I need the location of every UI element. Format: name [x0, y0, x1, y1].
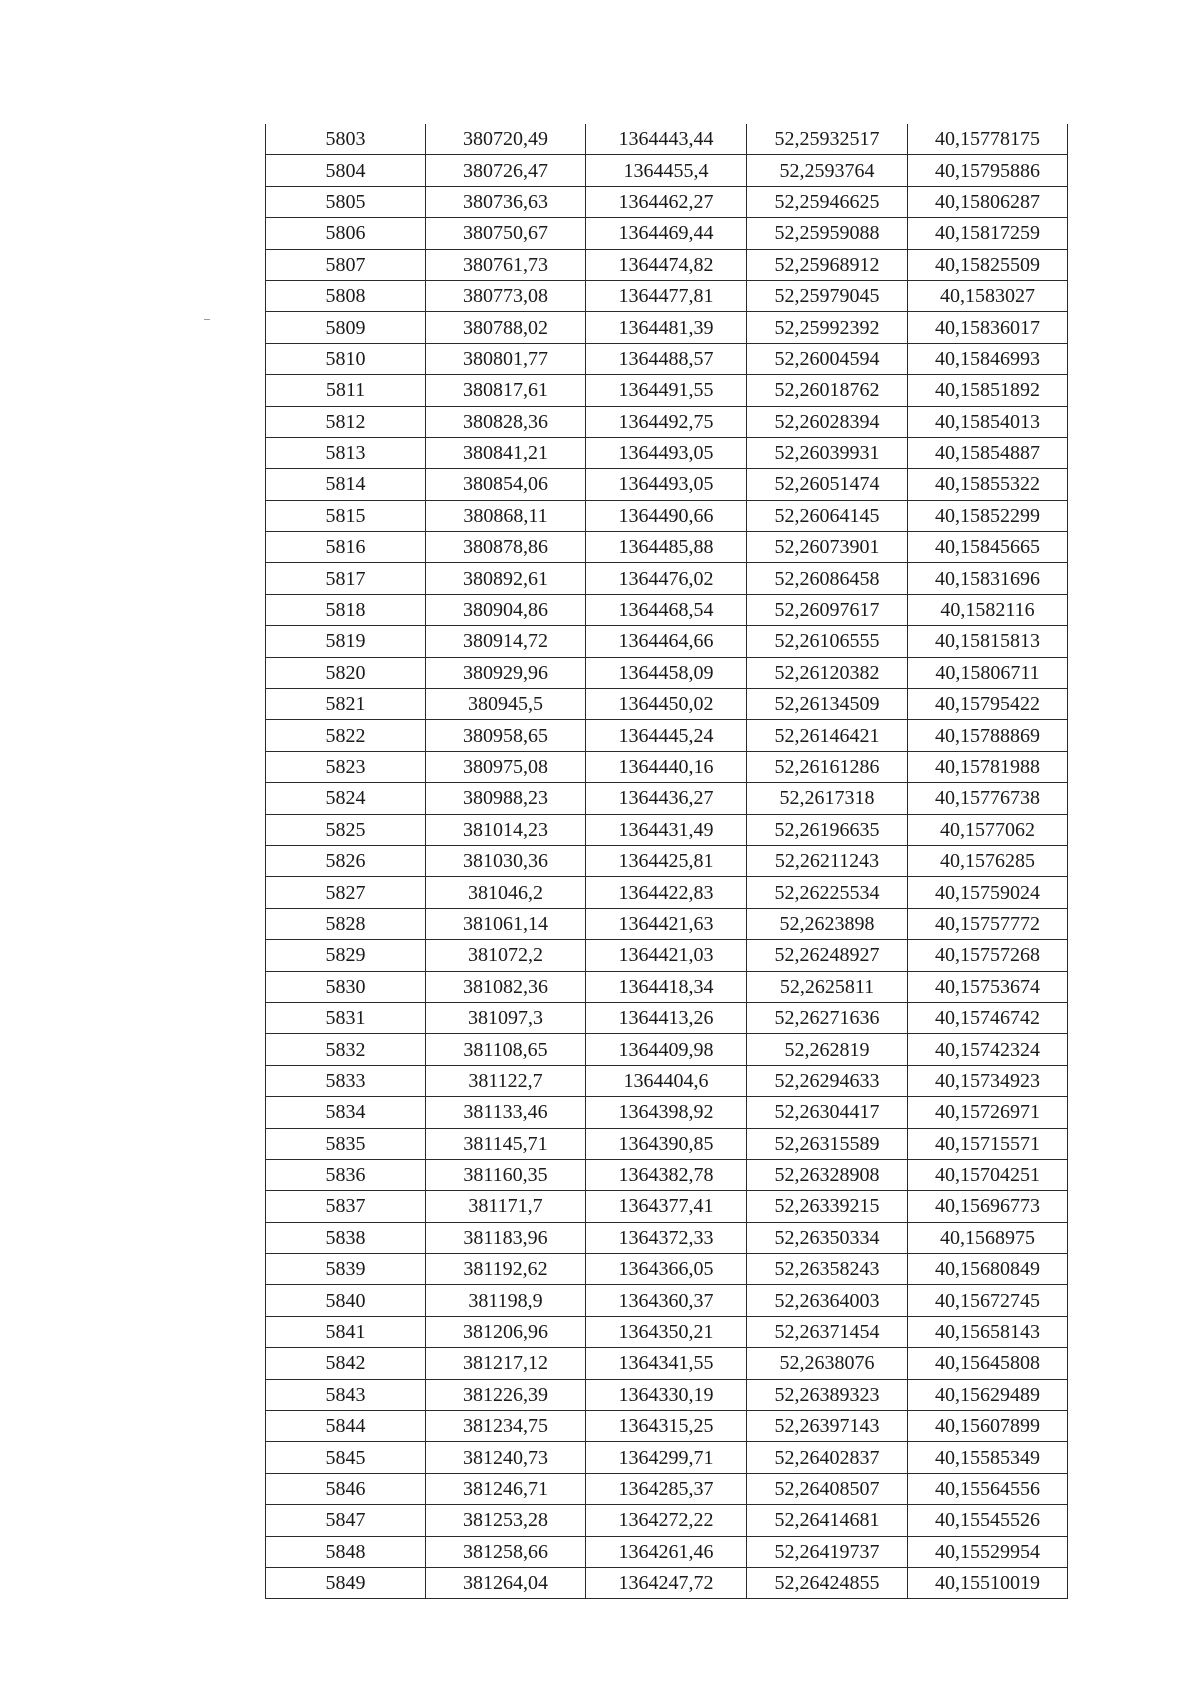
longitude-cell: 40,15854887	[908, 437, 1068, 468]
latitude-cell: 52,26294633	[747, 1065, 908, 1096]
longitude-cell: 40,15795886	[908, 155, 1068, 186]
x-coordinate-cell: 381258,66	[426, 1536, 586, 1567]
table-row	[266, 437, 1068, 468]
point-number-cell: 5814	[266, 469, 426, 500]
table-row	[266, 1473, 1068, 1504]
latitude-cell: 52,26304417	[747, 1097, 908, 1128]
longitude-cell: 40,15846993	[908, 343, 1068, 374]
y-coordinate-cell: 1364413,26	[586, 1002, 747, 1033]
point-number-cell: 5819	[266, 626, 426, 657]
latitude-cell: 52,26248927	[747, 940, 908, 971]
point-number-cell: 5835	[266, 1128, 426, 1159]
point-number-cell: 5849	[266, 1567, 426, 1598]
point-number-cell: 5823	[266, 751, 426, 782]
latitude-cell: 52,2617318	[747, 783, 908, 814]
y-coordinate-cell: 1364341,55	[586, 1348, 747, 1379]
y-coordinate-cell: 1364421,63	[586, 908, 747, 939]
y-coordinate-cell: 1364485,88	[586, 532, 747, 563]
longitude-cell: 40,1583027	[908, 280, 1068, 311]
x-coordinate-cell: 380854,06	[426, 469, 586, 500]
latitude-cell: 52,26389323	[747, 1379, 908, 1410]
table-row	[266, 1567, 1068, 1598]
longitude-cell: 40,15545526	[908, 1505, 1068, 1536]
x-coordinate-cell: 381160,35	[426, 1159, 586, 1190]
table-row	[266, 563, 1068, 594]
latitude-cell: 52,26315589	[747, 1128, 908, 1159]
table-row	[266, 594, 1068, 625]
latitude-cell: 52,25946625	[747, 186, 908, 217]
x-coordinate-cell: 380828,36	[426, 406, 586, 437]
y-coordinate-cell: 1364366,05	[586, 1254, 747, 1285]
latitude-cell: 52,26424855	[747, 1567, 908, 1598]
x-coordinate-cell: 380929,96	[426, 657, 586, 688]
y-coordinate-cell: 1364360,37	[586, 1285, 747, 1316]
x-coordinate-cell: 380750,67	[426, 218, 586, 249]
longitude-cell: 40,15704251	[908, 1159, 1068, 1190]
point-number-cell: 5822	[266, 720, 426, 751]
latitude-cell: 52,26358243	[747, 1254, 908, 1285]
y-coordinate-cell: 1364377,41	[586, 1191, 747, 1222]
table-row	[266, 155, 1068, 186]
table-row	[266, 500, 1068, 531]
longitude-cell: 40,15806287	[908, 186, 1068, 217]
point-number-cell: 5830	[266, 971, 426, 1002]
point-number-cell: 5845	[266, 1442, 426, 1473]
longitude-cell: 40,15817259	[908, 218, 1068, 249]
x-coordinate-cell: 380720,49	[426, 124, 586, 155]
latitude-cell: 52,26161286	[747, 751, 908, 782]
y-coordinate-cell: 1364398,92	[586, 1097, 747, 1128]
x-coordinate-cell: 381246,71	[426, 1473, 586, 1504]
y-coordinate-cell: 1364493,05	[586, 437, 747, 468]
y-coordinate-cell: 1364422,83	[586, 877, 747, 908]
y-coordinate-cell: 1364492,75	[586, 406, 747, 437]
table-row	[266, 940, 1068, 971]
point-number-cell: 5828	[266, 908, 426, 939]
longitude-cell: 40,15778175	[908, 124, 1068, 155]
x-coordinate-cell: 381061,14	[426, 908, 586, 939]
y-coordinate-cell: 1364462,27	[586, 186, 747, 217]
longitude-cell: 40,15788869	[908, 720, 1068, 751]
table-row	[266, 532, 1068, 563]
x-coordinate-cell: 381122,7	[426, 1065, 586, 1096]
point-number-cell: 5847	[266, 1505, 426, 1536]
longitude-cell: 40,15742324	[908, 1034, 1068, 1065]
x-coordinate-cell: 381183,96	[426, 1222, 586, 1253]
y-coordinate-cell: 1364261,46	[586, 1536, 747, 1567]
longitude-cell: 40,15734923	[908, 1065, 1068, 1096]
longitude-cell: 40,15855322	[908, 469, 1068, 500]
table-row	[266, 124, 1068, 155]
x-coordinate-cell: 381240,73	[426, 1442, 586, 1473]
point-number-cell: 5810	[266, 343, 426, 374]
longitude-cell: 40,15806711	[908, 657, 1068, 688]
y-coordinate-cell: 1364299,71	[586, 1442, 747, 1473]
y-coordinate-cell: 1364455,4	[586, 155, 747, 186]
longitude-cell: 40,15585349	[908, 1442, 1068, 1473]
y-coordinate-cell: 1364477,81	[586, 280, 747, 311]
x-coordinate-cell: 380788,02	[426, 312, 586, 343]
x-coordinate-cell: 380736,63	[426, 186, 586, 217]
point-number-cell: 5820	[266, 657, 426, 688]
y-coordinate-cell: 1364440,16	[586, 751, 747, 782]
latitude-cell: 52,26397143	[747, 1411, 908, 1442]
x-coordinate-cell: 380878,86	[426, 532, 586, 563]
x-coordinate-cell: 381097,3	[426, 1002, 586, 1033]
longitude-cell: 40,15753674	[908, 971, 1068, 1002]
table-row	[266, 1222, 1068, 1253]
longitude-cell: 40,15825509	[908, 249, 1068, 280]
table-row	[266, 1254, 1068, 1285]
y-coordinate-cell: 1364409,98	[586, 1034, 747, 1065]
y-coordinate-cell: 1364418,34	[586, 971, 747, 1002]
point-number-cell: 5813	[266, 437, 426, 468]
y-coordinate-cell: 1364390,85	[586, 1128, 747, 1159]
point-number-cell: 5834	[266, 1097, 426, 1128]
point-number-cell: 5833	[266, 1065, 426, 1096]
point-number-cell: 5846	[266, 1473, 426, 1504]
table-row	[266, 1505, 1068, 1536]
latitude-cell: 52,2593764	[747, 155, 908, 186]
longitude-cell: 40,15658143	[908, 1316, 1068, 1347]
table-row	[266, 1128, 1068, 1159]
x-coordinate-cell: 381133,46	[426, 1097, 586, 1128]
point-number-cell: 5838	[266, 1222, 426, 1253]
x-coordinate-cell: 381234,75	[426, 1411, 586, 1442]
x-coordinate-cell: 380945,5	[426, 689, 586, 720]
coordinates-table	[265, 124, 1068, 1599]
longitude-cell: 40,15746742	[908, 1002, 1068, 1033]
x-coordinate-cell: 381072,2	[426, 940, 586, 971]
table-row	[266, 1065, 1068, 1096]
x-coordinate-cell: 380817,61	[426, 375, 586, 406]
table-row	[266, 845, 1068, 876]
longitude-cell: 40,15776738	[908, 783, 1068, 814]
point-number-cell: 5817	[266, 563, 426, 594]
table-row	[266, 877, 1068, 908]
table-row	[266, 626, 1068, 657]
table-row	[266, 1379, 1068, 1410]
longitude-cell: 40,15564556	[908, 1473, 1068, 1504]
latitude-cell: 52,25992392	[747, 312, 908, 343]
point-number-cell: 5824	[266, 783, 426, 814]
latitude-cell: 52,26028394	[747, 406, 908, 437]
x-coordinate-cell: 381030,36	[426, 845, 586, 876]
point-number-cell: 5839	[266, 1254, 426, 1285]
table-row	[266, 751, 1068, 782]
x-coordinate-cell: 380801,77	[426, 343, 586, 374]
table-row	[266, 186, 1068, 217]
y-coordinate-cell: 1364445,24	[586, 720, 747, 751]
latitude-cell: 52,26064145	[747, 500, 908, 531]
table-row	[266, 720, 1068, 751]
longitude-cell: 40,1582116	[908, 594, 1068, 625]
latitude-cell: 52,26414681	[747, 1505, 908, 1536]
x-coordinate-cell: 381082,36	[426, 971, 586, 1002]
longitude-cell: 40,15715571	[908, 1128, 1068, 1159]
longitude-cell: 40,15645808	[908, 1348, 1068, 1379]
latitude-cell: 52,25959088	[747, 218, 908, 249]
y-coordinate-cell: 1364350,21	[586, 1316, 747, 1347]
longitude-cell: 40,15629489	[908, 1379, 1068, 1410]
latitude-cell: 52,25932517	[747, 124, 908, 155]
table-row	[266, 218, 1068, 249]
table-row	[266, 814, 1068, 845]
latitude-cell: 52,26106555	[747, 626, 908, 657]
point-number-cell: 5826	[266, 845, 426, 876]
y-coordinate-cell: 1364450,02	[586, 689, 747, 720]
point-number-cell: 5832	[266, 1034, 426, 1065]
latitude-cell: 52,26004594	[747, 343, 908, 374]
point-number-cell: 5836	[266, 1159, 426, 1190]
point-number-cell: 5812	[266, 406, 426, 437]
longitude-cell: 40,15831696	[908, 563, 1068, 594]
x-coordinate-cell: 380958,65	[426, 720, 586, 751]
latitude-cell: 52,26018762	[747, 375, 908, 406]
table-row	[266, 249, 1068, 280]
x-coordinate-cell: 381014,23	[426, 814, 586, 845]
table-row	[266, 375, 1068, 406]
longitude-cell: 40,15757268	[908, 940, 1068, 971]
latitude-cell: 52,26271636	[747, 1002, 908, 1033]
longitude-cell: 40,15854013	[908, 406, 1068, 437]
table-row	[266, 1034, 1068, 1065]
latitude-cell: 52,26196635	[747, 814, 908, 845]
y-coordinate-cell: 1364481,39	[586, 312, 747, 343]
point-number-cell: 5848	[266, 1536, 426, 1567]
x-coordinate-cell: 381198,9	[426, 1285, 586, 1316]
table-row	[266, 783, 1068, 814]
table-row	[266, 1442, 1068, 1473]
table-row	[266, 406, 1068, 437]
latitude-cell: 52,2638076	[747, 1348, 908, 1379]
point-number-cell: 5821	[266, 689, 426, 720]
point-number-cell: 5829	[266, 940, 426, 971]
x-coordinate-cell: 381264,04	[426, 1567, 586, 1598]
point-number-cell: 5837	[266, 1191, 426, 1222]
table-row	[266, 1536, 1068, 1567]
point-number-cell: 5809	[266, 312, 426, 343]
table-row	[266, 1159, 1068, 1190]
longitude-cell: 40,15851892	[908, 375, 1068, 406]
x-coordinate-cell: 381046,2	[426, 877, 586, 908]
point-number-cell: 5831	[266, 1002, 426, 1033]
table-row	[266, 689, 1068, 720]
latitude-cell: 52,26328908	[747, 1159, 908, 1190]
longitude-cell: 40,15852299	[908, 500, 1068, 531]
latitude-cell: 52,26364003	[747, 1285, 908, 1316]
y-coordinate-cell: 1364491,55	[586, 375, 747, 406]
x-coordinate-cell: 380892,61	[426, 563, 586, 594]
y-coordinate-cell: 1364443,44	[586, 124, 747, 155]
longitude-cell: 40,15696773	[908, 1191, 1068, 1222]
latitude-cell: 52,26339215	[747, 1191, 908, 1222]
y-coordinate-cell: 1364458,09	[586, 657, 747, 688]
x-coordinate-cell: 380975,08	[426, 751, 586, 782]
y-coordinate-cell: 1364285,37	[586, 1473, 747, 1504]
x-coordinate-cell: 380761,73	[426, 249, 586, 280]
point-number-cell: 5807	[266, 249, 426, 280]
latitude-cell: 52,26051474	[747, 469, 908, 500]
point-number-cell: 5815	[266, 500, 426, 531]
point-number-cell: 5805	[266, 186, 426, 217]
table-row	[266, 971, 1068, 1002]
longitude-cell: 40,15510019	[908, 1567, 1068, 1598]
latitude-cell: 52,26097617	[747, 594, 908, 625]
x-coordinate-cell: 381171,7	[426, 1191, 586, 1222]
x-coordinate-cell: 380868,11	[426, 500, 586, 531]
x-coordinate-cell: 380773,08	[426, 280, 586, 311]
latitude-cell: 52,25979045	[747, 280, 908, 311]
y-coordinate-cell: 1364488,57	[586, 343, 747, 374]
point-number-cell: 5808	[266, 280, 426, 311]
longitude-cell: 40,15757772	[908, 908, 1068, 939]
y-coordinate-cell: 1364474,82	[586, 249, 747, 280]
point-number-cell: 5841	[266, 1316, 426, 1347]
point-number-cell: 5840	[266, 1285, 426, 1316]
longitude-cell: 40,15529954	[908, 1536, 1068, 1567]
latitude-cell: 52,26225534	[747, 877, 908, 908]
y-coordinate-cell: 1364464,66	[586, 626, 747, 657]
latitude-cell: 52,26086458	[747, 563, 908, 594]
y-coordinate-cell: 1364372,33	[586, 1222, 747, 1253]
y-coordinate-cell: 1364431,49	[586, 814, 747, 845]
y-coordinate-cell: 1364421,03	[586, 940, 747, 971]
point-number-cell: 5844	[266, 1411, 426, 1442]
longitude-cell: 40,15836017	[908, 312, 1068, 343]
table-row	[266, 1348, 1068, 1379]
y-coordinate-cell: 1364493,05	[586, 469, 747, 500]
coordinates-table-body	[266, 124, 1068, 1599]
table-row	[266, 343, 1068, 374]
x-coordinate-cell: 380726,47	[426, 155, 586, 186]
x-coordinate-cell: 380988,23	[426, 783, 586, 814]
table-row	[266, 1285, 1068, 1316]
y-coordinate-cell: 1364247,72	[586, 1567, 747, 1598]
table-row	[266, 312, 1068, 343]
table-row	[266, 908, 1068, 939]
longitude-cell: 40,1568975	[908, 1222, 1068, 1253]
longitude-cell: 40,15815813	[908, 626, 1068, 657]
longitude-cell: 40,15795422	[908, 689, 1068, 720]
longitude-cell: 40,15781988	[908, 751, 1068, 782]
table-row	[266, 1411, 1068, 1442]
latitude-cell: 52,26371454	[747, 1316, 908, 1347]
latitude-cell: 52,26408507	[747, 1473, 908, 1504]
latitude-cell: 52,25968912	[747, 249, 908, 280]
longitude-cell: 40,15726971	[908, 1097, 1068, 1128]
y-coordinate-cell: 1364404,6	[586, 1065, 747, 1096]
x-coordinate-cell: 380841,21	[426, 437, 586, 468]
table-row	[266, 1002, 1068, 1033]
latitude-cell: 52,2623898	[747, 908, 908, 939]
y-coordinate-cell: 1364330,19	[586, 1379, 747, 1410]
latitude-cell: 52,26073901	[747, 532, 908, 563]
x-coordinate-cell: 381217,12	[426, 1348, 586, 1379]
longitude-cell: 40,15759024	[908, 877, 1068, 908]
stray-scan-mark	[204, 319, 210, 320]
latitude-cell: 52,26211243	[747, 845, 908, 876]
latitude-cell: 52,26402837	[747, 1442, 908, 1473]
latitude-cell: 52,26039931	[747, 437, 908, 468]
longitude-cell: 40,15680849	[908, 1254, 1068, 1285]
latitude-cell: 52,26134509	[747, 689, 908, 720]
x-coordinate-cell: 381145,71	[426, 1128, 586, 1159]
x-coordinate-cell: 381226,39	[426, 1379, 586, 1410]
y-coordinate-cell: 1364476,02	[586, 563, 747, 594]
point-number-cell: 5816	[266, 532, 426, 563]
x-coordinate-cell: 381206,96	[426, 1316, 586, 1347]
latitude-cell: 52,262819	[747, 1034, 908, 1065]
point-number-cell: 5843	[266, 1379, 426, 1410]
longitude-cell: 40,15607899	[908, 1411, 1068, 1442]
x-coordinate-cell: 381253,28	[426, 1505, 586, 1536]
table-row	[266, 469, 1068, 500]
latitude-cell: 52,26146421	[747, 720, 908, 751]
y-coordinate-cell: 1364315,25	[586, 1411, 747, 1442]
point-number-cell: 5818	[266, 594, 426, 625]
point-number-cell: 5827	[266, 877, 426, 908]
latitude-cell: 52,26120382	[747, 657, 908, 688]
y-coordinate-cell: 1364436,27	[586, 783, 747, 814]
longitude-cell: 40,1576285	[908, 845, 1068, 876]
table-row	[266, 1316, 1068, 1347]
point-number-cell: 5811	[266, 375, 426, 406]
table-row	[266, 1097, 1068, 1128]
point-number-cell: 5842	[266, 1348, 426, 1379]
latitude-cell: 52,2625811	[747, 971, 908, 1002]
point-number-cell: 5825	[266, 814, 426, 845]
y-coordinate-cell: 1364425,81	[586, 845, 747, 876]
point-number-cell: 5806	[266, 218, 426, 249]
table-row	[266, 280, 1068, 311]
point-number-cell: 5804	[266, 155, 426, 186]
table-row	[266, 1191, 1068, 1222]
y-coordinate-cell: 1364490,66	[586, 500, 747, 531]
latitude-cell: 52,26419737	[747, 1536, 908, 1567]
x-coordinate-cell: 381192,62	[426, 1254, 586, 1285]
x-coordinate-cell: 380914,72	[426, 626, 586, 657]
y-coordinate-cell: 1364272,22	[586, 1505, 747, 1536]
point-number-cell: 5803	[266, 124, 426, 155]
longitude-cell: 40,15845665	[908, 532, 1068, 563]
latitude-cell: 52,26350334	[747, 1222, 908, 1253]
x-coordinate-cell: 381108,65	[426, 1034, 586, 1065]
longitude-cell: 40,1577062	[908, 814, 1068, 845]
y-coordinate-cell: 1364468,54	[586, 594, 747, 625]
table-row	[266, 657, 1068, 688]
longitude-cell: 40,15672745	[908, 1285, 1068, 1316]
y-coordinate-cell: 1364469,44	[586, 218, 747, 249]
y-coordinate-cell: 1364382,78	[586, 1159, 747, 1190]
x-coordinate-cell: 380904,86	[426, 594, 586, 625]
